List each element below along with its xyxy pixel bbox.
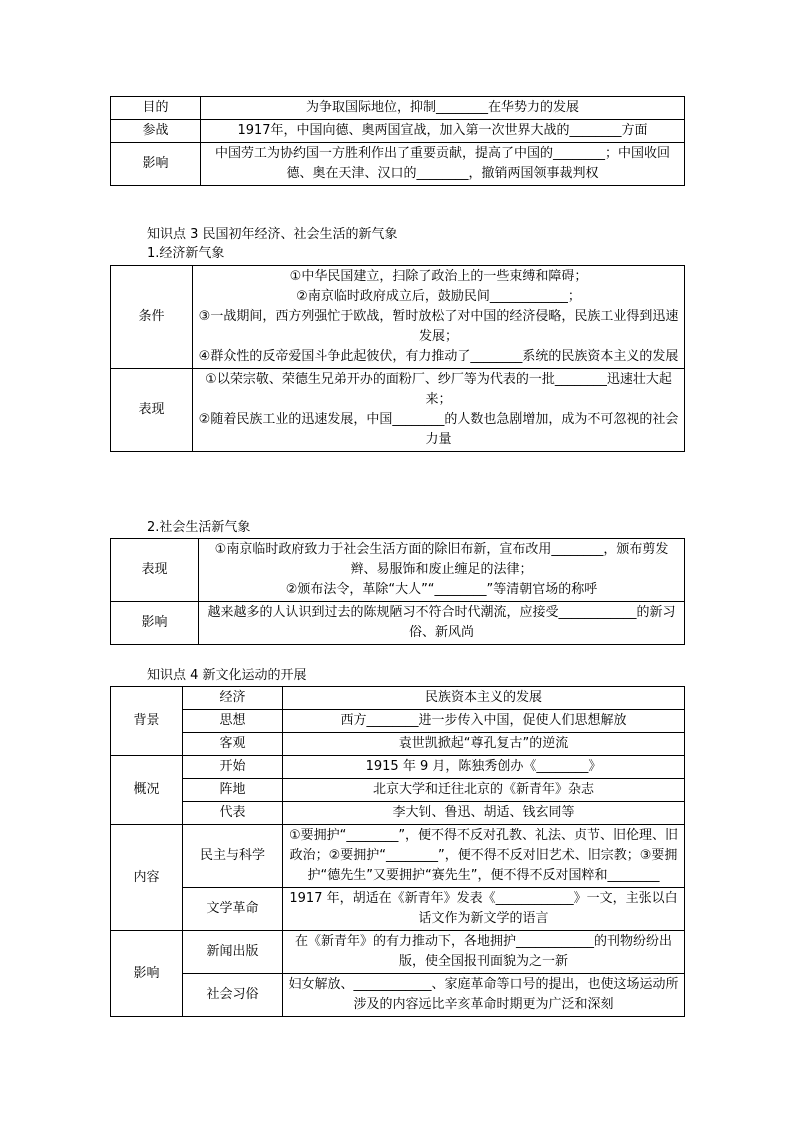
table-economy: [110, 265, 685, 452]
table-row: [111, 710, 685, 733]
table-new-culture-movement: [110, 686, 685, 1017]
row-content: [193, 266, 685, 369]
line: ①南京临时政府致力于社会生活方面的除旧布新，宣布改用________，颁布剪发辫、易服饰和废止缠足的法律；: [214, 542, 669, 577]
table-row: [111, 266, 685, 369]
table-row: [111, 733, 685, 756]
row-label: 民主与科学: [183, 825, 283, 888]
row-content: 1917年，中国向德、奥两国宣战，加入第一次世界大战的________方面: [201, 120, 685, 143]
table-row: [111, 974, 685, 1017]
row-label: 文学革命: [183, 888, 283, 931]
row-content: 1917 年，胡适在《新青年》发表《____________》一文，主张以白话文作为新文学的语言: [283, 888, 685, 931]
row-label: 新闻出版: [183, 931, 283, 974]
row-label: 客观: [183, 733, 283, 756]
row-content: 妇女解放、____________、家庭革命等口号的提出，也使这场运动所涉及的内容远比辛亥革命时期更为广泛和深刻: [283, 974, 685, 1017]
row-content: 中国劳工为协约国一方胜利作出了重要贡献，提高了中国的________；中国收回德、奥在天津、汉口的________，撤销两国领事裁判权: [201, 143, 685, 186]
row-label: 思想: [183, 710, 283, 733]
row-label: 社会习俗: [183, 974, 283, 1017]
row-content: 西方________进一步传入中国，促使人们思想解放: [283, 710, 685, 733]
table-row: [111, 756, 685, 779]
row-label: 经济: [183, 687, 283, 710]
table-row: [111, 802, 685, 825]
table-row: [111, 97, 685, 120]
row-content: 在《新青年》的有力推动下，各地拥护____________的刊物纷纷出版，使全国报刊面貌为之一新: [283, 931, 685, 974]
table-row: [111, 369, 685, 452]
line: ②随着民族工业的迅速发展，中国________的人数也急剧增加，成为不可忽视的社会力量: [198, 412, 679, 447]
group-label: 背景: [111, 687, 183, 756]
table-row: [111, 539, 685, 602]
table-row: [111, 120, 685, 143]
row-content: 为争取国际地位，抑制________在华势力的发展: [201, 97, 685, 120]
subsection-heading: 1.经济新气象: [147, 246, 225, 261]
row-label: 表现: [111, 539, 199, 602]
row-content: 越来越多的人认识到过去的陈规陋习不符合时代潮流，应接受____________的新习俗、新风尚: [199, 602, 685, 645]
table-row: [111, 687, 685, 710]
row-label: 参战: [111, 120, 201, 143]
row-content: 民族资本主义的发展: [283, 687, 685, 710]
line: ④群众性的反帝爱国斗争此起彼伏，有力推动了________系统的民族资本主义的发展: [198, 349, 679, 364]
section-heading: 知识点 4 新文化运动的开展: [147, 668, 307, 683]
line: ②颁布法令，革除“大人”“________”等清朝官场的称呼: [285, 582, 598, 597]
row-label: 条件: [111, 266, 193, 369]
row-content: 北京大学和迁往北京的《新青年》杂志: [283, 779, 685, 802]
row-content: 李大钊、鲁迅、胡适、钱玄同等: [283, 802, 685, 825]
row-label: 代表: [183, 802, 283, 825]
row-label: 影响: [111, 143, 201, 186]
line: ①中华民国建立，扫除了政治上的一些束缚和障碍；: [289, 269, 588, 284]
line: ②南京临时政府成立后，鼓励民间____________；: [296, 289, 581, 304]
row-label: 阵地: [183, 779, 283, 802]
group-label: 概况: [111, 756, 183, 825]
row-content: ①要拥护“________”，便不得不反对孔教、礼法、贞节、旧伦理、旧政治；②要拥护“________”，便不得不反对旧艺术、旧宗教；③要拥护“德先生”又要拥护“赛先生”，便不得不反对国粹和________: [283, 825, 685, 888]
row-label: 影响: [111, 602, 199, 645]
table-row: [111, 888, 685, 931]
table-row: [111, 931, 685, 974]
row-label: 开始: [183, 756, 283, 779]
table-row: [111, 602, 685, 645]
group-label: 影响: [111, 931, 183, 1017]
table-row: [111, 779, 685, 802]
row-content: [199, 539, 685, 602]
group-label: 内容: [111, 825, 183, 931]
row-label: 表现: [111, 369, 193, 452]
row-label: 目的: [111, 97, 201, 120]
table-ww1-participation: [110, 96, 685, 186]
row-content: 1915 年 9 月，陈独秀创办《________》: [283, 756, 685, 779]
row-content: [193, 369, 685, 452]
table-row: [111, 143, 685, 186]
line: ①以荣宗敬、荣德生兄弟开办的面粉厂、纱厂等为代表的一批________迅速壮大起来；: [205, 372, 672, 407]
line: ③一战期间，西方列强忙于欧战，暂时放松了对中国的经济侵略，民族工业得到迅速发展；: [198, 309, 679, 344]
table-social-life: [110, 538, 685, 645]
table-row: [111, 825, 685, 888]
section-heading: 知识点 3 民国初年经济、社会生活的新气象: [147, 227, 398, 242]
row-content: 袁世凯掀起“尊孔复古”的逆流: [283, 733, 685, 756]
subsection-heading: 2.社会生活新气象: [147, 520, 251, 535]
